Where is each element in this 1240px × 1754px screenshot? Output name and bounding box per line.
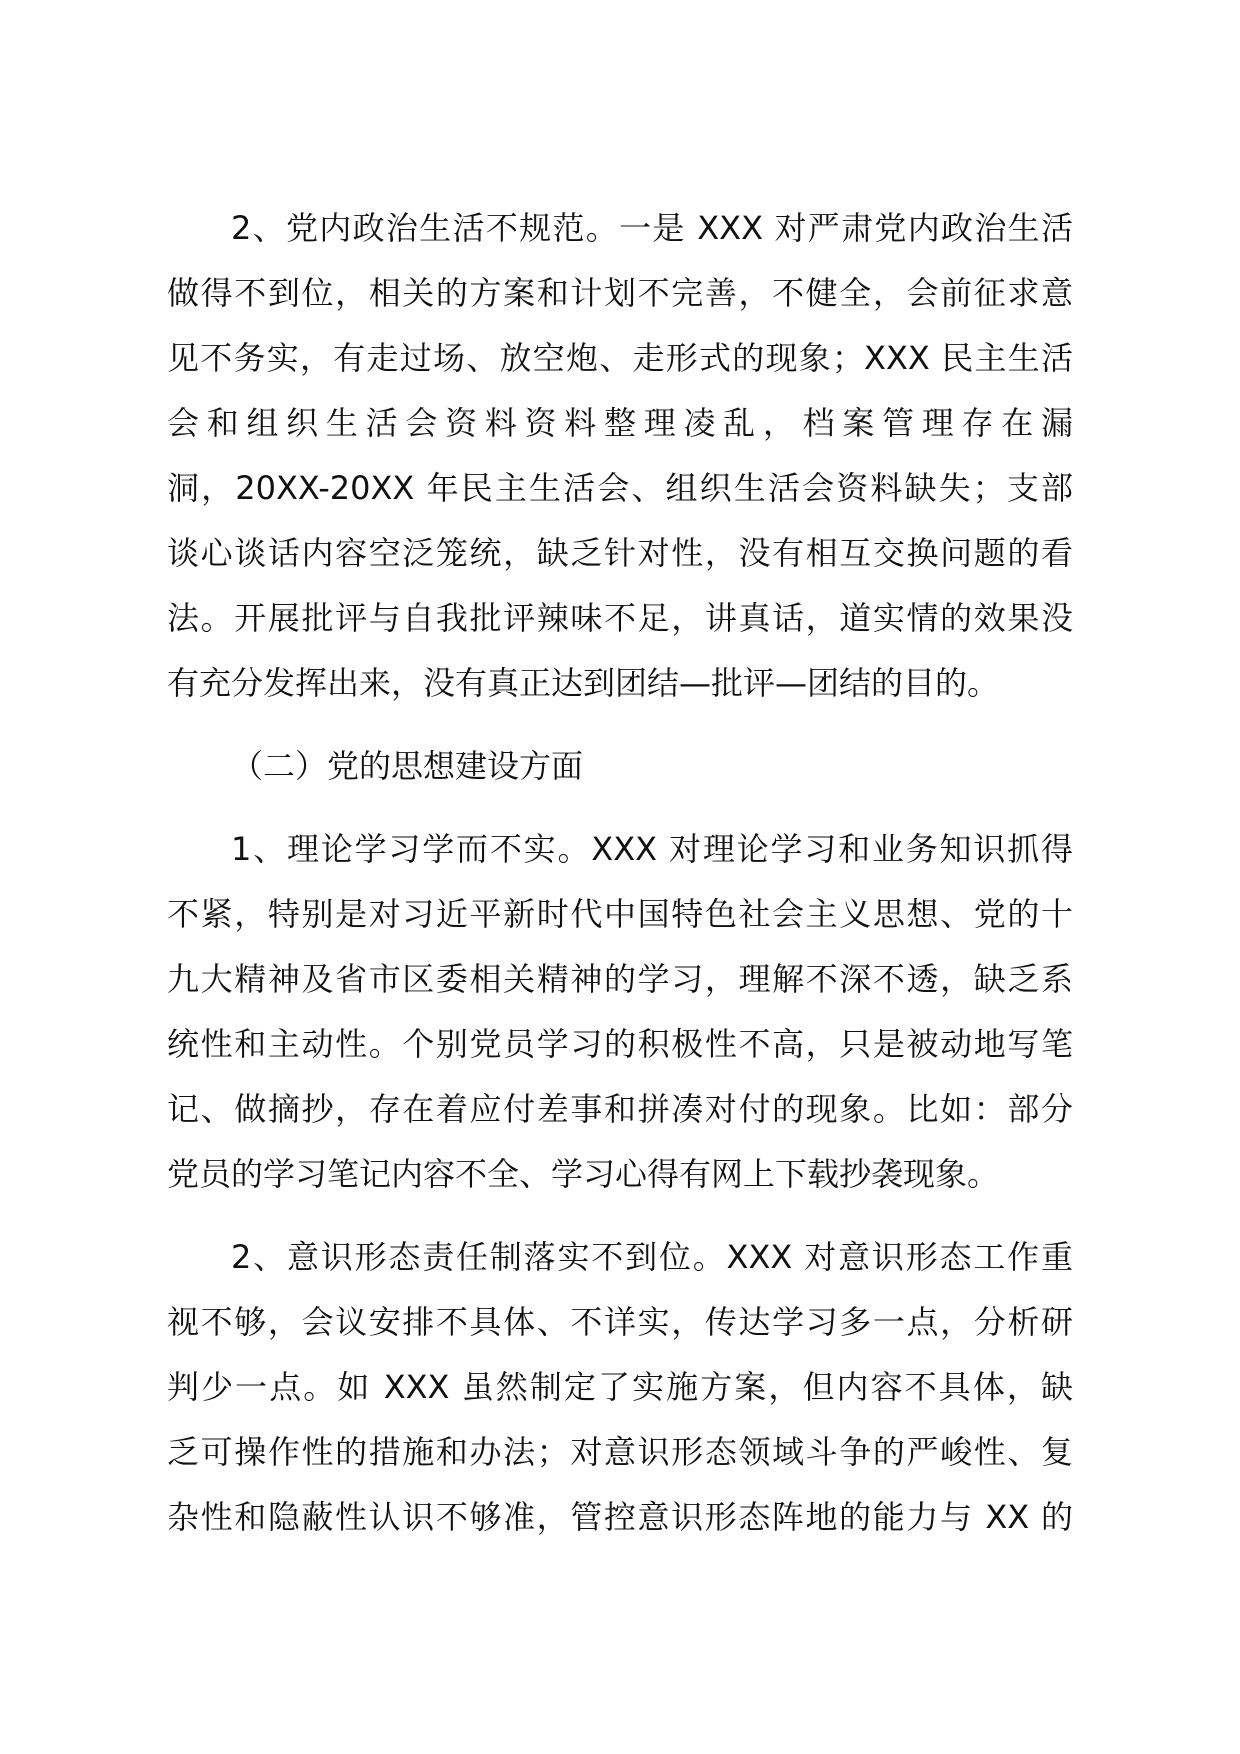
text-line: 2、党内政治生活不规范。一是 XXX 对严肃党内政治生活 xyxy=(231,209,1073,247)
text-line: 有充分发挥出来，没有真正达到团结—批评—团结的目的。 xyxy=(167,664,1000,702)
section-heading: （二）党的思想建设方面 xyxy=(231,747,584,785)
text-line: 会和组织生活会资料资料整理凌乱，档案管理存在漏 xyxy=(167,404,1073,442)
paragraph-ideology-responsibility xyxy=(167,1225,1073,1550)
section-heading-ideological-building xyxy=(167,734,1073,799)
text-line: 法。开展批评与自我批评辣味不足，讲真话，道实情的效果没 xyxy=(167,599,1073,637)
text-line: 统性和主动性。个别党员学习的积极性不高，只是被动地写笔 xyxy=(167,1025,1073,1063)
text-line: 记、做摘抄，存在着应付差事和拼凑对付的现象。比如：部分 xyxy=(167,1090,1073,1128)
text-line: 谈心谈话内容空泛笼统，缺乏针对性，没有相互交换问题的看 xyxy=(167,534,1073,572)
text-line: 2、意识形态责任制落实不到位。XXX 对意识形态工作重 xyxy=(231,1238,1073,1276)
paragraph-party-political-life xyxy=(167,196,1073,716)
text-line: 党员的学习笔记内容不全、学习心得有网上下载抄袭现象。 xyxy=(167,1155,1000,1193)
text-line: 判少一点。如 XXX 虽然制定了实施方案，但内容不具体，缺 xyxy=(167,1368,1073,1406)
text-line: 做得不到位，相关的方案和计划不完善，不健全，会前征求意 xyxy=(167,274,1073,312)
text-line: 见不务实，有走过场、放空炮、走形式的现象；XXX 民主生活 xyxy=(167,339,1073,377)
text-line: 视不够，会议安排不具体、不详实，传达学习多一点，分析研 xyxy=(167,1303,1073,1341)
paragraph-theory-study xyxy=(167,817,1073,1207)
text-line: 九大精神及省市区委相关精神的学习，理解不深不透，缺乏系 xyxy=(167,960,1073,998)
document-body xyxy=(167,196,1073,1550)
text-line: 1、理论学习学而不实。XXX 对理论学习和业务知识抓得 xyxy=(231,830,1073,868)
text-line: 乏可操作性的措施和办法；对意识形态领域斗争的严峻性、复 xyxy=(167,1433,1073,1471)
text-line: 杂性和隐蔽性认识不够准，管控意识形态阵地的能力与 XX 的 xyxy=(167,1498,1073,1536)
text-line: 不紧，特别是对习近平新时代中国特色社会主义思想、党的十 xyxy=(167,895,1073,933)
text-line: 洞，20XX-20XX 年民主生活会、组织生活会资料缺失；支部 xyxy=(167,469,1073,507)
